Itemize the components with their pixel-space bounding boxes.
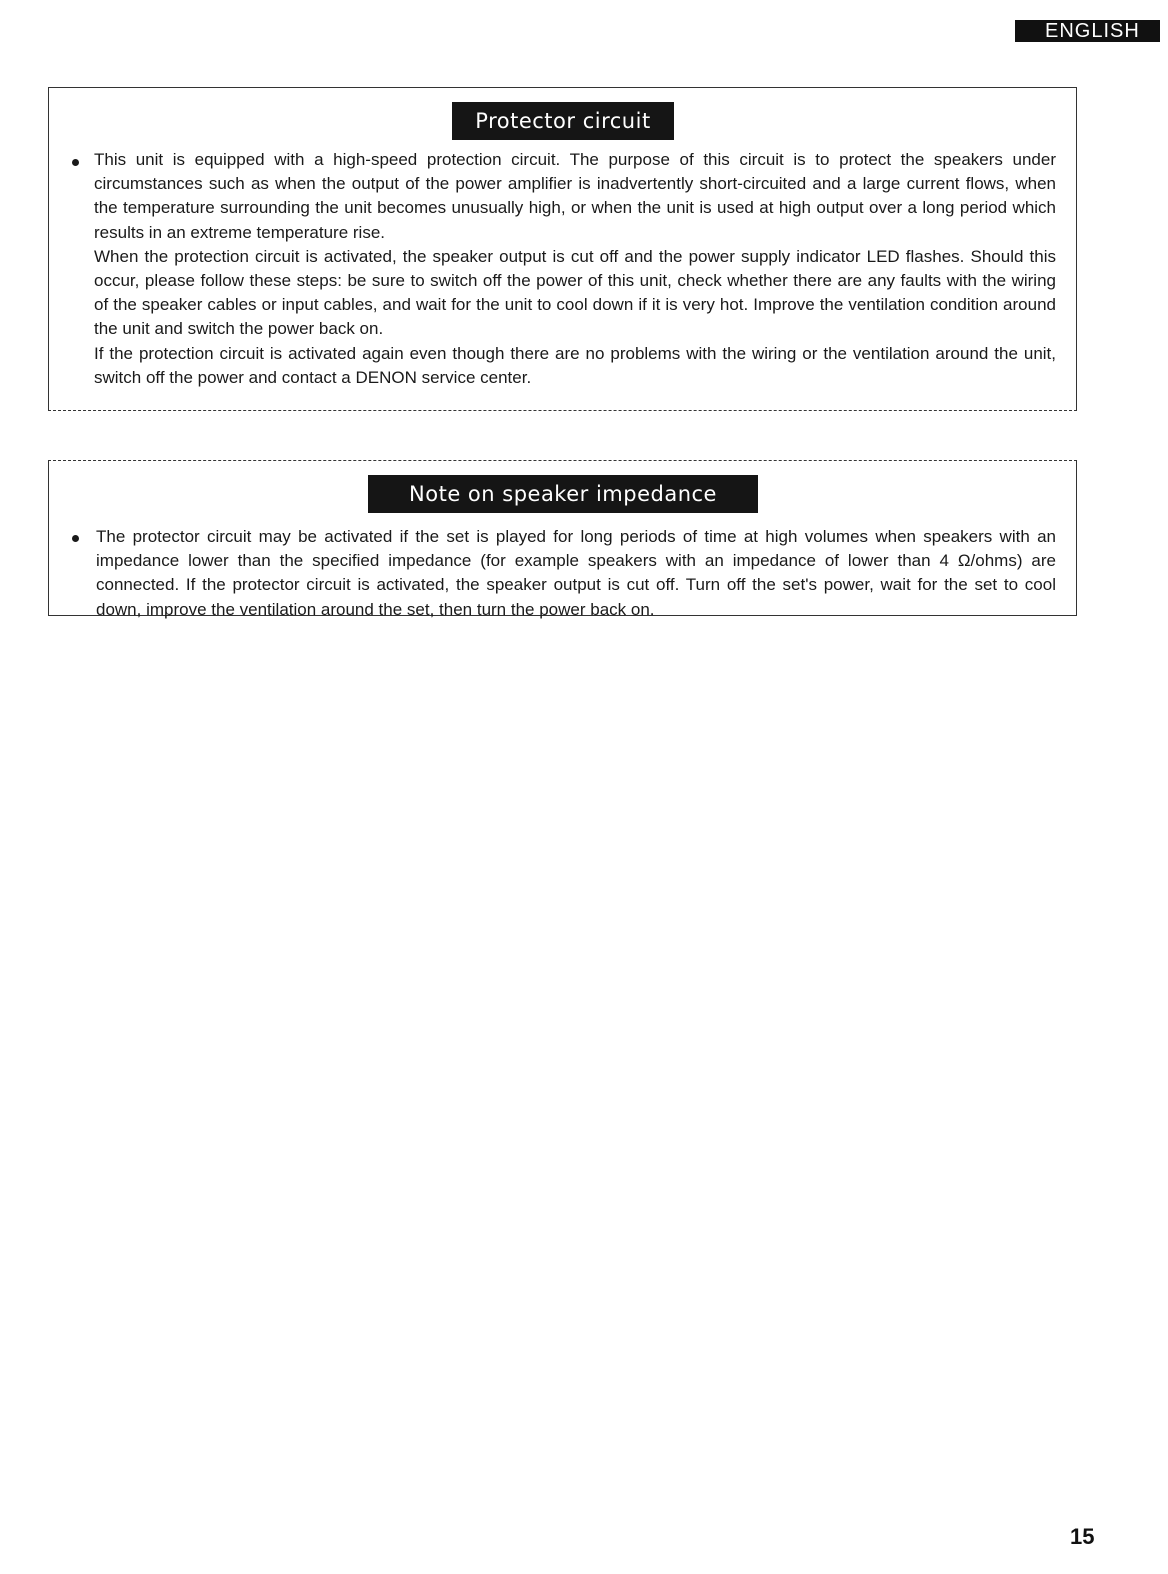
- speaker-impedance-section: [48, 460, 1077, 619]
- page-number: 15: [1070, 1524, 1095, 1549]
- protector-circuit-section: [48, 87, 1077, 411]
- protector-circuit-body: [94, 148, 1056, 390]
- speaker-impedance-heading: Note on speaker impedance: [368, 475, 758, 513]
- language-tab: ENGLISH: [1015, 20, 1160, 42]
- bullet-icon: [72, 159, 79, 166]
- bullet-icon: [72, 535, 79, 542]
- impedance-paragraph: The protector circuit may be activated if the set is played for long periods of time at high volumes when speakers with an impedance lower than the specified impedance (for example speakers with an impedance of lower than 4 Ω/ohms) are connected. If the protector circuit is activated, the speaker output is cut off. Turn off the set's power, wait for the set to cool down, improve the ventilation around the set, then turn the power back on.: [96, 527, 1056, 619]
- protector-paragraph-2: When the protection circuit is activated, the speaker output is cut off and the power supply indicator LED flashes. Should this occur, please follow these steps: be sure to switch off the power of this unit, check whether there are any faults with the wiring of the speaker cables or input cables, and wait for the unit to cool down if it is very hot. Improve the ventilation condition around the unit and switch the power back on.: [94, 246, 1056, 339]
- protector-circuit-heading: Protector circuit: [452, 102, 674, 140]
- protector-paragraph-1: This unit is equipped with a high-speed protection circuit. The purpose of this circuit is to protect the speakers under circumstances such as when the output of the power amplifier is inadvertently short-circuited and a large current flows, when the temperature surrounding the unit becomes unusually high, or when the unit is used at high output over a long period which results in an extreme temperature rise.: [94, 150, 1056, 242]
- speaker-impedance-body: [96, 525, 1056, 622]
- protector-paragraph-3: If the protection circuit is activated again even though there are no problems with the wiring or the ventilation around the unit, switch off the power and contact a DENON service center.: [94, 343, 1056, 387]
